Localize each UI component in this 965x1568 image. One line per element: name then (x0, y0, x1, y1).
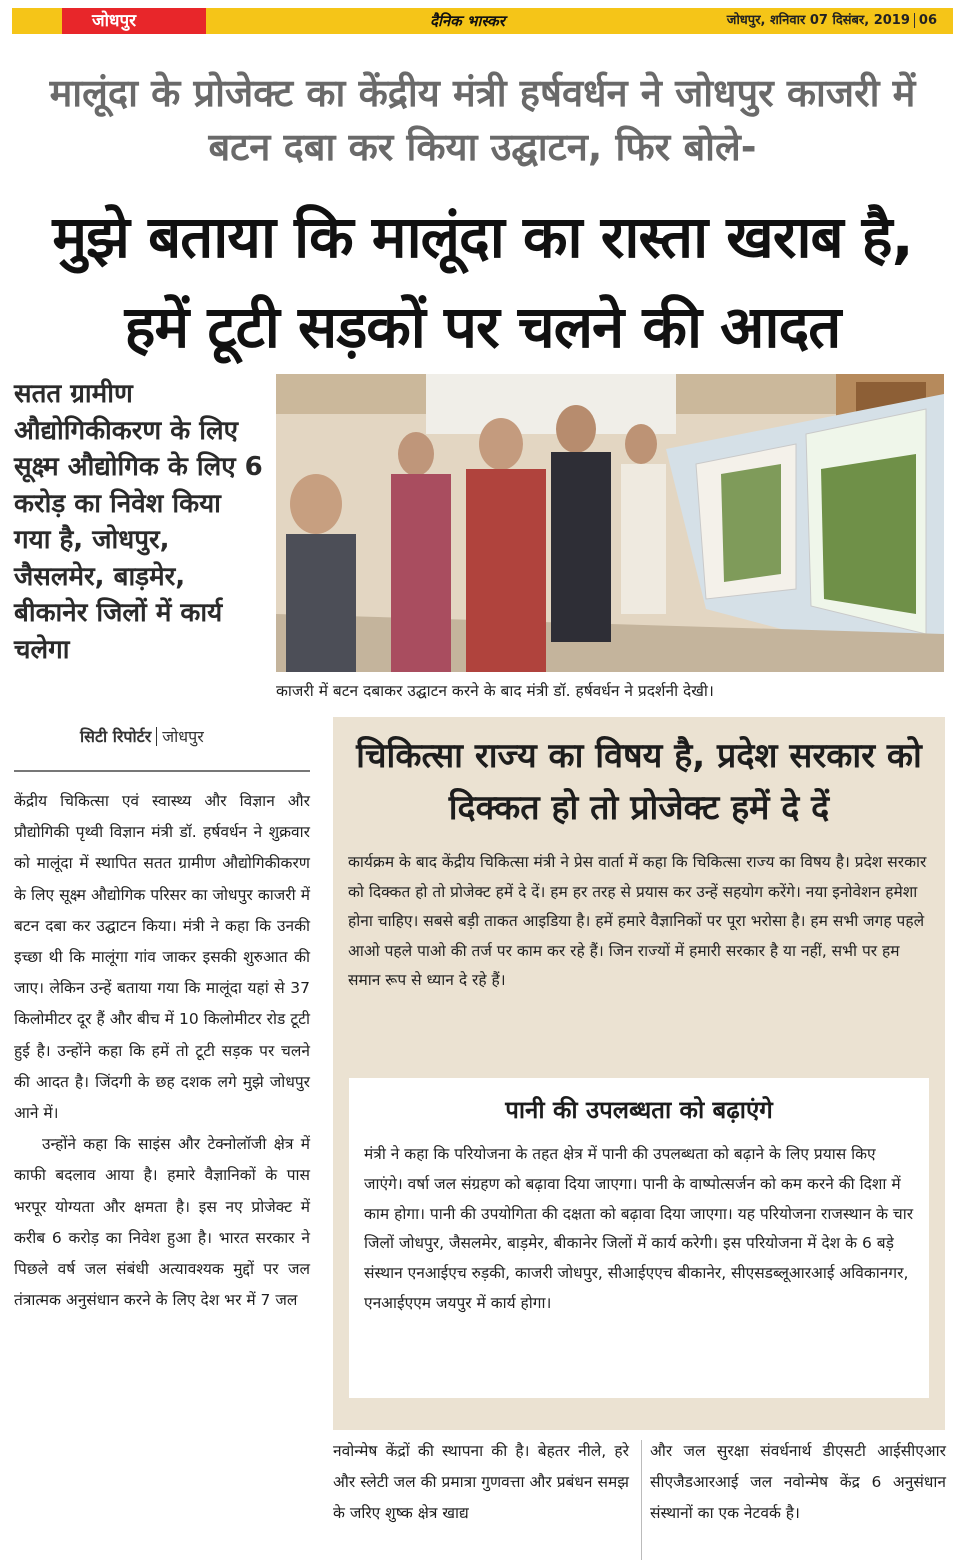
page-number: 06 (914, 13, 937, 28)
byline (80, 724, 204, 750)
date-line (727, 8, 937, 34)
byline-rule (14, 770, 310, 772)
paper-name: दैनिक भास्कर (430, 12, 505, 30)
photo-caption: काजरी में बटन दबाकर उद्घाटन करने के बाद मंत्री डॉ. हर्षवर्धन ने प्रदर्शनी देखी। (276, 682, 714, 700)
body-continuation-mid: नवोन्मेष केंद्रों की स्थापना की है। बेहतर नीले, हरे और स्लेटी जल की प्रमात्रा गुणवत्ता और प्रबंधन समझ के जरिए शुष्क क्षेत्र खाद्य (333, 1442, 629, 1522)
news-photo (276, 374, 944, 672)
byline-city: जोधपुर (156, 727, 204, 746)
issue-date: जोधपुर, शनिवार 07 दिसंबर, 2019 (726, 13, 910, 28)
inner-box-heading: पानी की उपलब्धता को बढ़ाएंगे (505, 1096, 773, 1124)
body-paragraph-2: उन्होंने कहा कि साइंस और टेक्नोलॉजी क्षेत्र में काफी बदलाव आया है। हमारे वैज्ञानिकों के पास भरपूर योग्यता और क्षमता है। इस नए प्रोजेक्ट में करीब 6 करोड़ का निवेश हुआ है। भारत सरकार ने पिछले वर्ष जल संबंधी अत्यावश्यक मुद्दों पर जल तंत्रात्मक अनुसंधान करने के लिए देश भर में 7 जल (14, 1135, 310, 1310)
kicker-headline: मालूंदा के प्रोजेक्ट का केंद्रीय मंत्री हर्षवर्धन ने जोधपुर काजरी में बटन दबा कर किया उद्घाटन, फिर बोले- (49, 71, 916, 169)
city-tag: जोधपुर (62, 8, 206, 34)
photo-illustration (276, 374, 944, 672)
article-body (14, 786, 310, 1316)
side-box-heading: चिकित्सा राज्य का विषय है, प्रदेश सरकार को दिक्कत हो तो प्रोजेक्ट हमें दे दें (356, 736, 922, 828)
main-headline: मुझे बताया कि मालूंदा का रास्ता खराब है, हमें टूटी सड़कों पर चलने की आदत (52, 203, 913, 361)
side-box-text: कार्यक्रम के बाद केंद्रीय चिकित्सा मंत्री ने प्रेस वार्ता में कहा कि चिकित्सा राज्य का विषय है। प्रदेश सरकार को दिक्कत हो तो प्रोजेक्ट हमें दे दें। हम हर तरह से प्रयास कर उन्हें सहयोग करेंगे। नया इनोवेशन हमेशा होना चाहिए। सबसे बड़ी ताकत आइडिया है। हमें हमारे वैज्ञानिकों पर पूरा भरोसा है। हम सभी जगह पहले आओ पहले पाओ की तर्ज पर काम कर रहे हैं। जिन राज्यों में हमारी सरकार है या नहीं, सभी पर हम समान रूप से ध्यान दे रहे हैं। (348, 853, 927, 989)
inner-box-text: मंत्री ने कहा कि परियोजना के तहत क्षेत्र में पानी की उपलब्धता को बढ़ाने के लिए प्रयास किए जाएंगे। वर्षा जल संग्रहण को बढ़ावा दिया जाएगा। पानी के वाष्पोत्सर्जन को कम करने की दिशा में काम होगा। पानी की उपयोगिता की दक्षता को बढ़ावा दिया जाएगा। यह परियोजना राजस्थान के चार जिलों जोधपुर, जैसलमेर, बाड़मेर, बीकानेर जिलों में कार्य करेगी। इस परियोजना में देश के 6 बड़े संस्थान एनआईएच रुड़की, काजरी जोधपुर, सीआईएएच बीकानेर, सीएसडब्लूआरआई अविकानगर, एनआईएएम जयपुर में कार्य होगा। (364, 1145, 914, 1312)
column-divider (641, 1440, 642, 1560)
byline-reporter: सिटी रिपोर्टर (80, 727, 152, 746)
pull-quote: सतत ग्रामीण औद्योगिकीकरण के लिए सूक्ष्म औद्योगिक के लिए 6 करोड़ का निवेश किया गया है, जोधपुर, जैसलमेर, बाड़मेर, बीकानेर जिलों में कार्य चलेगा (14, 379, 263, 665)
body-continuation-right: और जल सुरक्षा संवर्धनार्थ डीएसटी आईसीएआर सीएजैडआरआई जल नवोन्मेष केंद्र 6 अनुसंधान संस्थानों का एक नेटवर्क है। (650, 1442, 946, 1522)
body-paragraph-1: केंद्रीय चिकित्सा एवं स्वास्थ्य और विज्ञान और प्रौद्योगिकी पृथ्वी विज्ञान मंत्री डॉ. हर्षवर्धन ने शुक्रवार को मालूंदा में स्थापित सतत ग्रामीण औद्योगिकीकरण के लिए सूक्ष्म औद्योगिक परिसर का जोधपुर काजरी में बटन दबा कर उद्घाटन किया। मंत्री ने कहा कि उनकी इच्छा थी कि मालूंगा गांव जाकर इसकी शुरुआत की जाए। लेकिन उन्हें बताया गया कि मालूंदा यहां से 37 किलोमीटर दूर हैं और बीच में 10 किलोमीटर रोड टूटी हुई है। उन्होंने कहा कि हमें तो टूटी सड़क पर चलने की आदत है। जिंदगी के छह दशक लगे मुझे जोधपुर आने में। (14, 792, 310, 1123)
